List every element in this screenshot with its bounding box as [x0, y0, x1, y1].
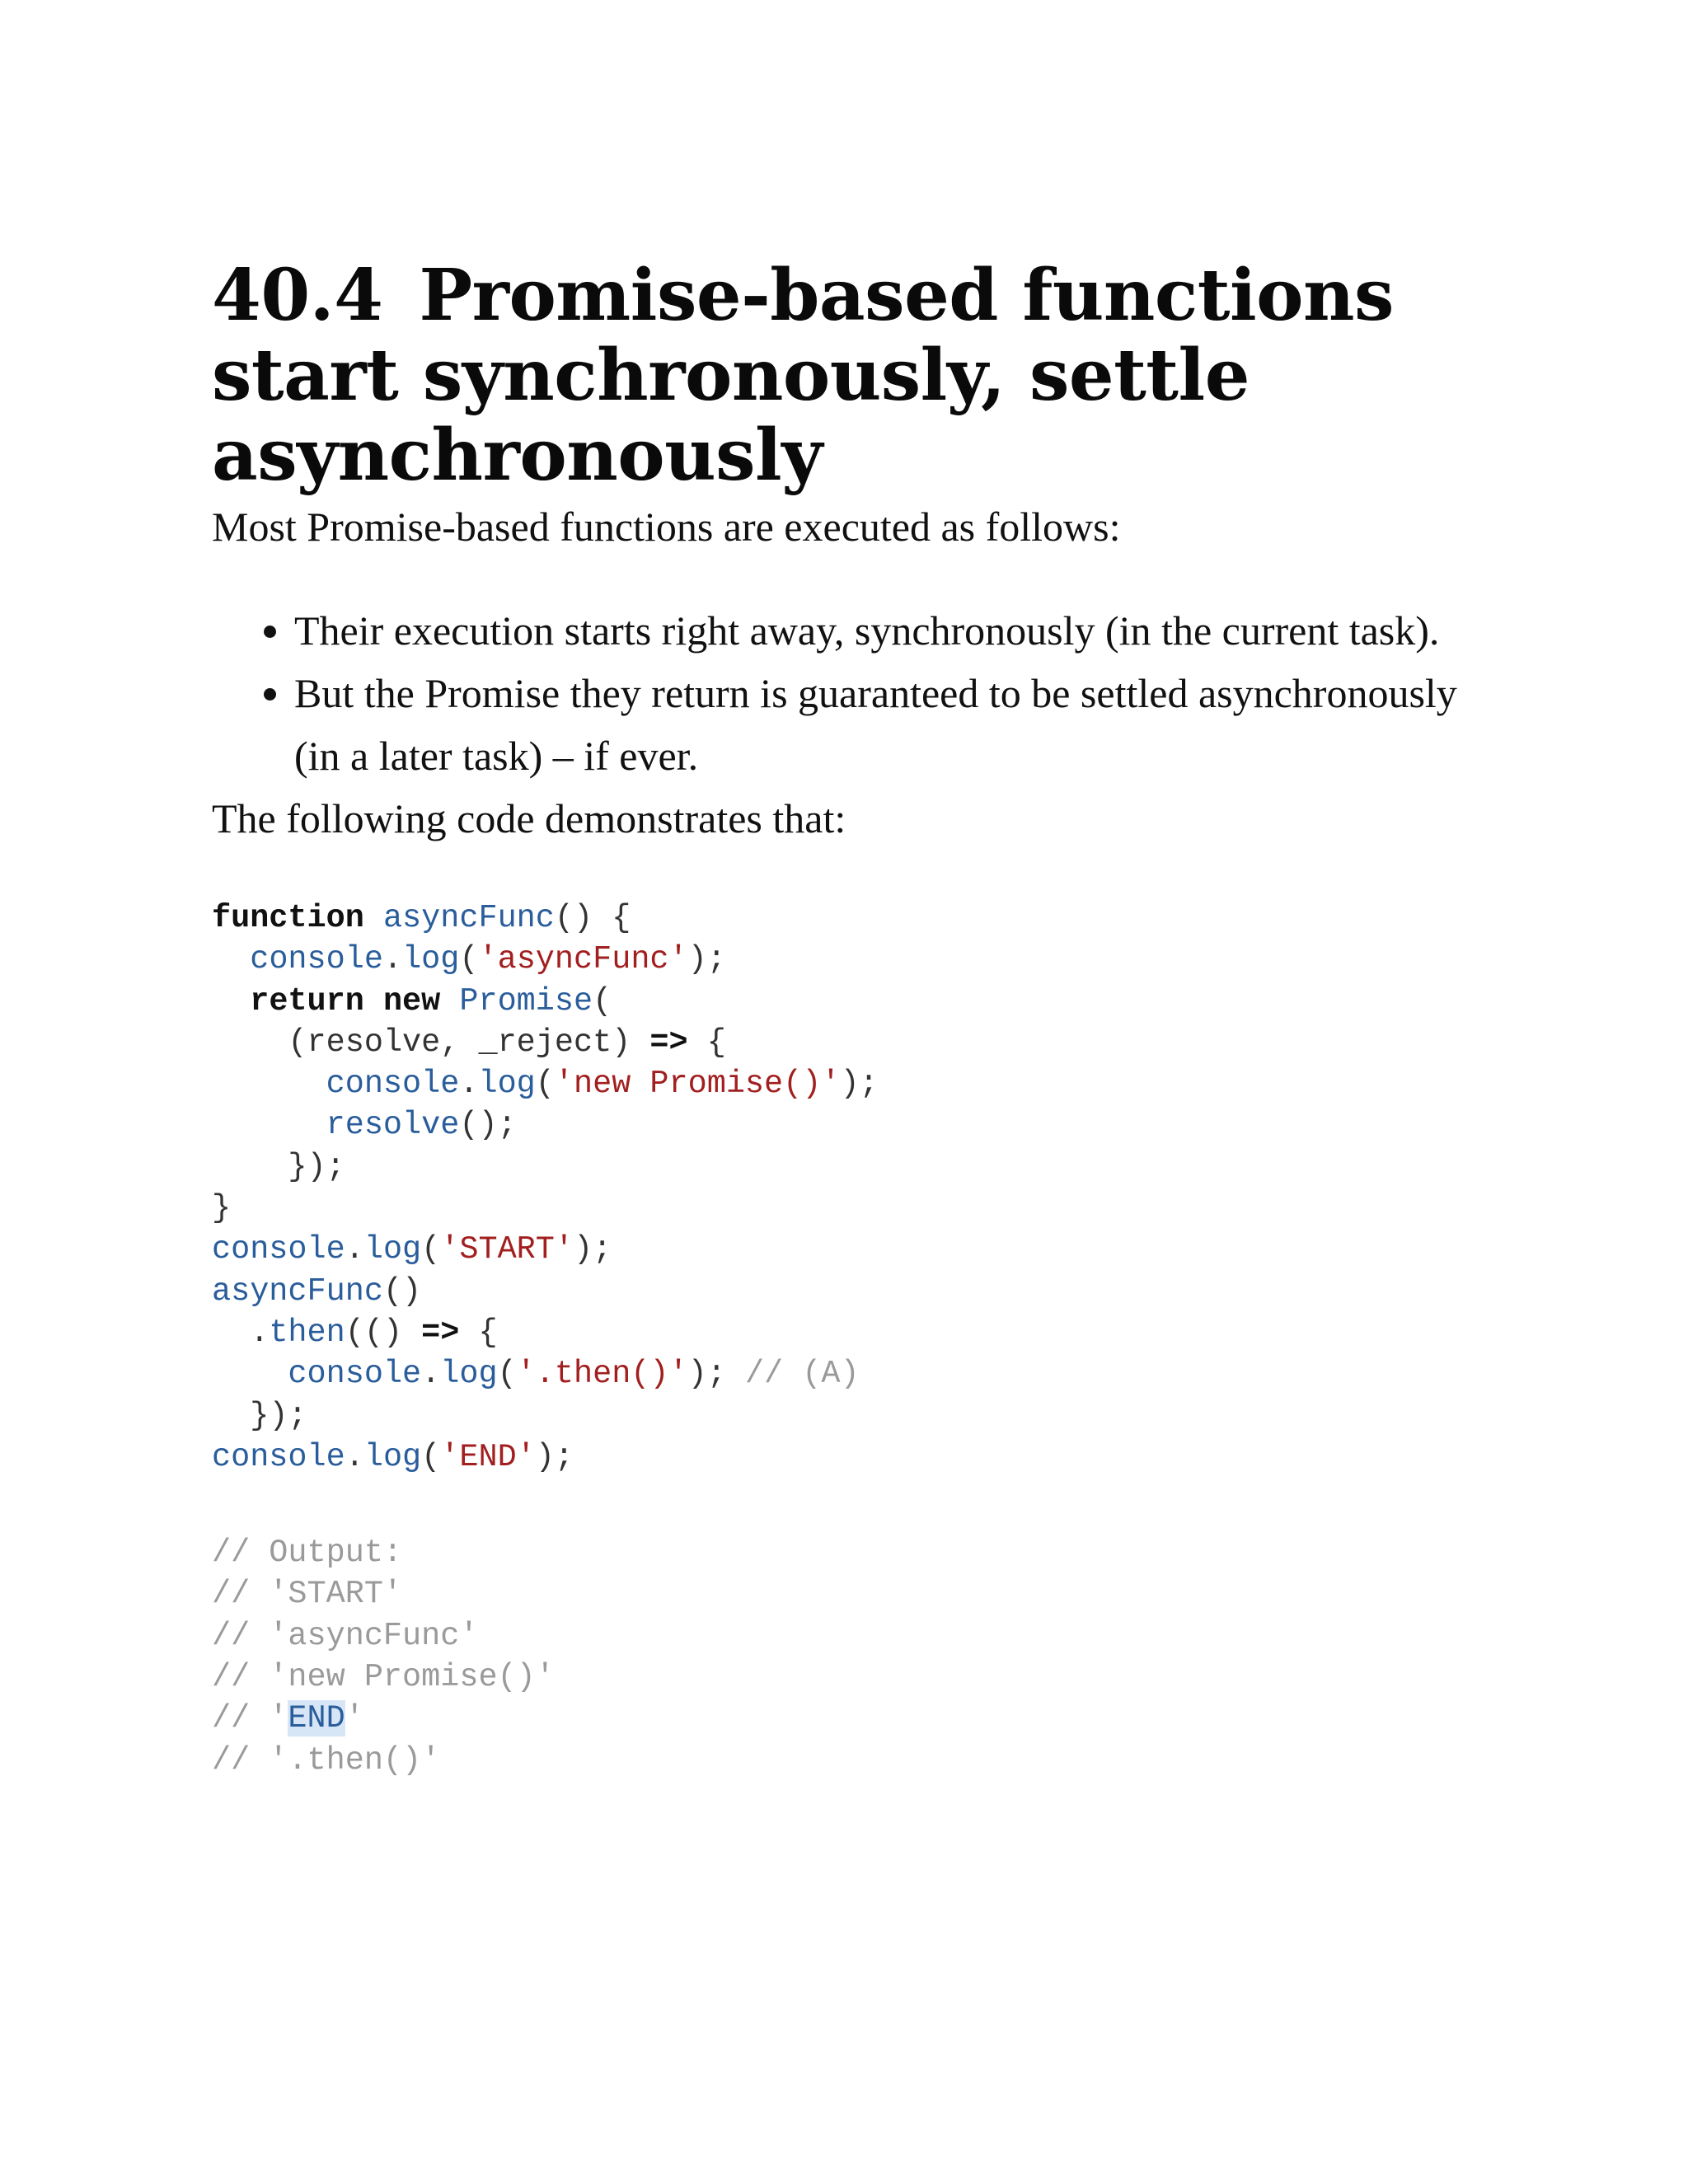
code-line-6: resolve(); [326, 1107, 517, 1144]
code-line-10: asyncFunc() [212, 1272, 422, 1310]
code-line-1: function asyncFunc() { [212, 900, 631, 936]
code-line-11: .then(() => { [250, 1314, 498, 1351]
code-line-9: console.log('START'); [212, 1231, 612, 1268]
output-comment-1: // Output: [212, 1535, 403, 1572]
output-comment-5: // 'END' [212, 1700, 364, 1737]
code-line-7: }); [288, 1148, 345, 1185]
code-line-8: } [212, 1190, 232, 1227]
code-lead-paragraph: The following code demonstrates that: [212, 795, 846, 841]
code-block [212, 898, 1498, 1781]
section-title-text: Promise-based functions start synchronously, settle asynchronously [212, 254, 1394, 497]
output-comment-2: // 'START' [212, 1576, 403, 1613]
page-content [212, 255, 1498, 1781]
code-line-3: return new Promise( [250, 982, 612, 1019]
output-comment-4: // 'new Promise()' [212, 1659, 555, 1696]
output-comment-6: // '.then()' [212, 1741, 441, 1779]
code-line-14: console.log('END'); [212, 1438, 574, 1475]
bullet-item-1: • Their execution starts right away, synchronously (in the current task). [294, 599, 1498, 662]
highlighted-selection[interactable]: END [288, 1700, 345, 1737]
bullet-list [212, 599, 1498, 787]
code-line-13: }); [250, 1397, 307, 1434]
bullet-item-2: • But the Promise they return is guaranteed to be settled asynchronously (in a later task) – if ever. [294, 662, 1498, 787]
output-comment-3: // 'asyncFunc' [212, 1617, 479, 1654]
section-heading [212, 255, 1498, 495]
code-line-2: console.log('asyncFunc'); [250, 941, 726, 978]
code-line-4: (resolve, _reject) => { [288, 1024, 726, 1061]
code-line-5: console.log('new Promise()'); [326, 1066, 879, 1103]
intro-paragraph: Most Promise-based functions are executed as follows: [212, 504, 1121, 550]
code-line-12: console.log('.then()'); // (A) [288, 1356, 860, 1393]
comment-marker-a: // (A) [744, 1356, 860, 1393]
section-number: 40.4 [212, 254, 383, 337]
